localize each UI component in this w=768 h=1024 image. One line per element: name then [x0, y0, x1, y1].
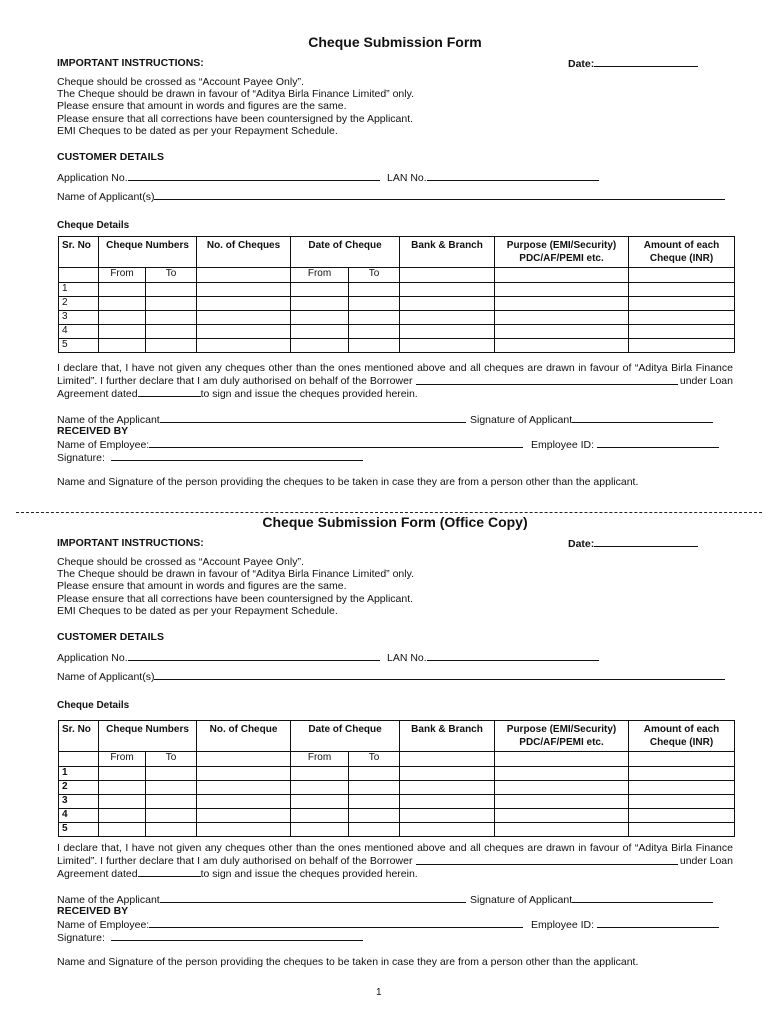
table-row — [59, 311, 735, 325]
subheader-to: To — [146, 268, 197, 283]
instruction-item: Please ensure that amount in words and figures are the same. — [57, 100, 347, 113]
applicants-name-field[interactable] — [57, 670, 725, 683]
applicant-name-line — [160, 893, 466, 903]
cut-line — [16, 512, 762, 513]
declaration-text: to sign and issue the cheques provided herein. — [200, 868, 418, 880]
instruction-item: Please ensure that amount in words and figures are the same. — [57, 580, 347, 593]
header-cheque-numbers: Cheque Numbers — [99, 237, 197, 268]
signature-label: Signature: — [57, 932, 105, 944]
row-number: 5 — [59, 823, 99, 837]
declaration-line — [57, 855, 733, 868]
declaration-line — [57, 375, 733, 388]
employee-name-field[interactable] — [57, 918, 523, 931]
lan-no-field[interactable] — [387, 651, 599, 664]
applicants-name-label: Name of Applicant(s) — [57, 671, 155, 683]
lan-no-line — [427, 171, 599, 181]
lan-no-field[interactable] — [387, 171, 599, 184]
cheque-details-table — [58, 236, 735, 353]
header-sr-no: Sr. No — [59, 721, 99, 752]
declaration-text: Limited”. I further declare that I am duly authorised on behalf of the Borrower — [57, 374, 413, 387]
date-field[interactable] — [568, 57, 698, 70]
application-no-field[interactable] — [57, 651, 380, 664]
customer-details-label: CUSTOMER DETAILS — [57, 151, 164, 163]
date-label: Date: — [568, 538, 595, 550]
applicant-name-label: Name of the Applicant — [57, 894, 160, 906]
header-amount: Amount of each Cheque (INR) — [629, 721, 735, 752]
header-date-of-cheque: Date of Cheque — [291, 237, 400, 268]
signature-line — [111, 931, 363, 941]
date-line — [594, 57, 698, 67]
declaration-text: under Loan — [679, 374, 733, 387]
subheader-from: From — [291, 268, 349, 283]
employee-id-line — [597, 918, 719, 928]
table-row — [59, 809, 735, 823]
agreement-date-line[interactable] — [138, 387, 201, 397]
declaration — [57, 842, 733, 881]
row-number: 1 — [59, 767, 99, 781]
lan-no-label: LAN No. — [387, 652, 427, 664]
employee-name-label: Name of Employee: — [57, 919, 150, 931]
table-row — [59, 767, 735, 781]
cheque-details-table — [58, 720, 735, 837]
declaration-text: to sign and issue the cheques provided herein. — [200, 388, 418, 400]
subheader-from: From — [291, 752, 349, 767]
instruction-item: Please ensure that all corrections have been countersigned by the Applicant. — [57, 592, 414, 605]
application-no-line — [128, 171, 380, 181]
date-line — [594, 537, 698, 547]
row-number: 5 — [59, 339, 99, 353]
applicants-name-line — [154, 190, 725, 200]
employee-name-field[interactable] — [57, 438, 523, 451]
row-number: 2 — [59, 297, 99, 311]
header-sr-no: Sr. No — [59, 237, 99, 268]
signature-applicant-line — [572, 413, 713, 423]
declaration-line — [57, 867, 733, 881]
subheader-to: To — [349, 752, 400, 767]
important-instructions-label: IMPORTANT INSTRUCTIONS: — [57, 537, 204, 549]
applicants-name-field[interactable] — [57, 190, 725, 203]
application-no-field[interactable] — [57, 171, 380, 184]
signature-applicant-field[interactable] — [470, 893, 713, 906]
employee-id-label: Employee ID: — [531, 919, 595, 931]
header-no-of-cheques: No. of Cheques — [197, 237, 291, 268]
header-purpose: Purpose (EMI/Security) PDC/AF/PEMI etc. — [495, 237, 629, 268]
employee-id-line — [597, 438, 719, 448]
application-no-label: Application No. — [57, 652, 128, 664]
row-number: 4 — [59, 325, 99, 339]
subheader-to: To — [349, 268, 400, 283]
instruction-item: Cheque should be crossed as “Account Payee Only”. — [57, 76, 304, 88]
date-field[interactable] — [568, 537, 698, 550]
instruction-item: The Cheque should be drawn in favour of “Aditya Birla Finance Limited” only. — [57, 568, 414, 581]
signature-line — [111, 451, 363, 461]
instruction-item: EMI Cheques to be dated as per your Repayment Schedule. — [57, 124, 338, 137]
employee-id-field[interactable] — [531, 438, 719, 451]
declaration — [57, 362, 733, 401]
lan-no-line — [427, 651, 599, 661]
table-row — [59, 795, 735, 809]
header-amount: Amount of each Cheque (INR) — [629, 237, 735, 268]
declaration-text: Agreement dated — [57, 868, 138, 880]
lan-no-label: LAN No. — [387, 172, 427, 184]
declaration-line: I declare that, I have not given any cheques other than the ones mentioned above and all cheques are drawn in favour of “Aditya Birla Finance — [57, 362, 733, 374]
borrower-line[interactable] — [416, 855, 677, 865]
application-no-line — [128, 651, 380, 661]
signature-field[interactable] — [57, 451, 363, 464]
footer-note: Name and Signature of the person providing the cheques to be taken in case they are from a person other than the applicant. — [57, 956, 639, 968]
subheader-from: From — [99, 268, 146, 283]
subheader-to: To — [146, 752, 197, 767]
signature-applicant-label: Signature of Applicant — [470, 894, 573, 906]
declaration-text: Agreement dated — [57, 388, 138, 400]
instructions-list — [57, 76, 414, 137]
instruction-item: The Cheque should be drawn in favour of “Aditya Birla Finance Limited” only. — [57, 88, 414, 101]
signature-field[interactable] — [57, 931, 363, 944]
header-bank-branch: Bank & Branch — [400, 237, 495, 268]
form-title: Cheque Submission Form (Office Copy) — [262, 514, 528, 530]
cheque-details-label: Cheque Details — [57, 220, 130, 231]
received-by-label: RECEIVED BY — [57, 425, 129, 437]
row-number: 3 — [59, 795, 99, 809]
instructions-list — [57, 556, 414, 617]
important-instructions-label: IMPORTANT INSTRUCTIONS: — [57, 57, 204, 69]
employee-name-label: Name of Employee: — [57, 439, 150, 451]
footer-note: Name and Signature of the person providing the cheques to be taken in case they are from a person other than the applicant. — [57, 476, 639, 488]
row-number: 4 — [59, 809, 99, 823]
borrower-line[interactable] — [416, 375, 677, 385]
table-row — [59, 781, 735, 795]
instruction-item: Please ensure that all corrections have been countersigned by the Applicant. — [57, 112, 414, 125]
instruction-item: EMI Cheques to be dated as per your Repayment Schedule. — [57, 604, 338, 617]
agreement-date-line[interactable] — [138, 867, 201, 877]
received-by-label: RECEIVED BY — [57, 905, 129, 917]
form-title: Cheque Submission Form — [308, 34, 482, 50]
instruction-item: Cheque should be crossed as “Account Payee Only”. — [57, 556, 304, 568]
applicants-name-line — [154, 670, 725, 680]
header-date-of-cheque: Date of Cheque — [291, 721, 400, 752]
header-cheque-numbers: Cheque Numbers — [99, 721, 197, 752]
declaration-text: under Loan — [679, 854, 733, 867]
header-purpose: Purpose (EMI/Security) PDC/AF/PEMI etc. — [495, 721, 629, 752]
signature-applicant-field[interactable] — [470, 413, 713, 426]
date-label: Date: — [568, 58, 595, 70]
signature-applicant-label: Signature of Applicant — [470, 414, 573, 426]
table-row — [59, 297, 735, 311]
table-row — [59, 339, 735, 353]
signature-applicant-line — [572, 893, 713, 903]
declaration-line: I declare that, I have not given any cheques other than the ones mentioned above and all cheques are drawn in favour of “Aditya Birla Finance — [57, 842, 733, 854]
header-bank-branch: Bank & Branch — [400, 721, 495, 752]
row-number: 2 — [59, 781, 99, 795]
employee-id-field[interactable] — [531, 918, 719, 931]
declaration-line — [57, 387, 733, 401]
applicant-name-label: Name of the Applicant — [57, 414, 160, 426]
employee-name-line — [149, 918, 523, 928]
page-number: 1 — [376, 987, 382, 998]
row-number: 1 — [59, 283, 99, 297]
declaration-text: Limited”. I further declare that I am duly authorised on behalf of the Borrower — [57, 854, 413, 867]
header-no-of-cheques: No. of Cheque — [197, 721, 291, 752]
table-row — [59, 283, 735, 297]
table-row — [59, 823, 735, 837]
subheader-from: From — [99, 752, 146, 767]
employee-id-label: Employee ID: — [531, 439, 595, 451]
cheque-details-label: Cheque Details — [57, 700, 130, 711]
applicants-name-label: Name of Applicant(s) — [57, 191, 155, 203]
application-no-label: Application No. — [57, 172, 128, 184]
applicant-name-line — [160, 413, 466, 423]
signature-label: Signature: — [57, 452, 105, 464]
employee-name-line — [149, 438, 523, 448]
table-row — [59, 325, 735, 339]
customer-details-label: CUSTOMER DETAILS — [57, 631, 164, 643]
row-number: 3 — [59, 311, 99, 325]
